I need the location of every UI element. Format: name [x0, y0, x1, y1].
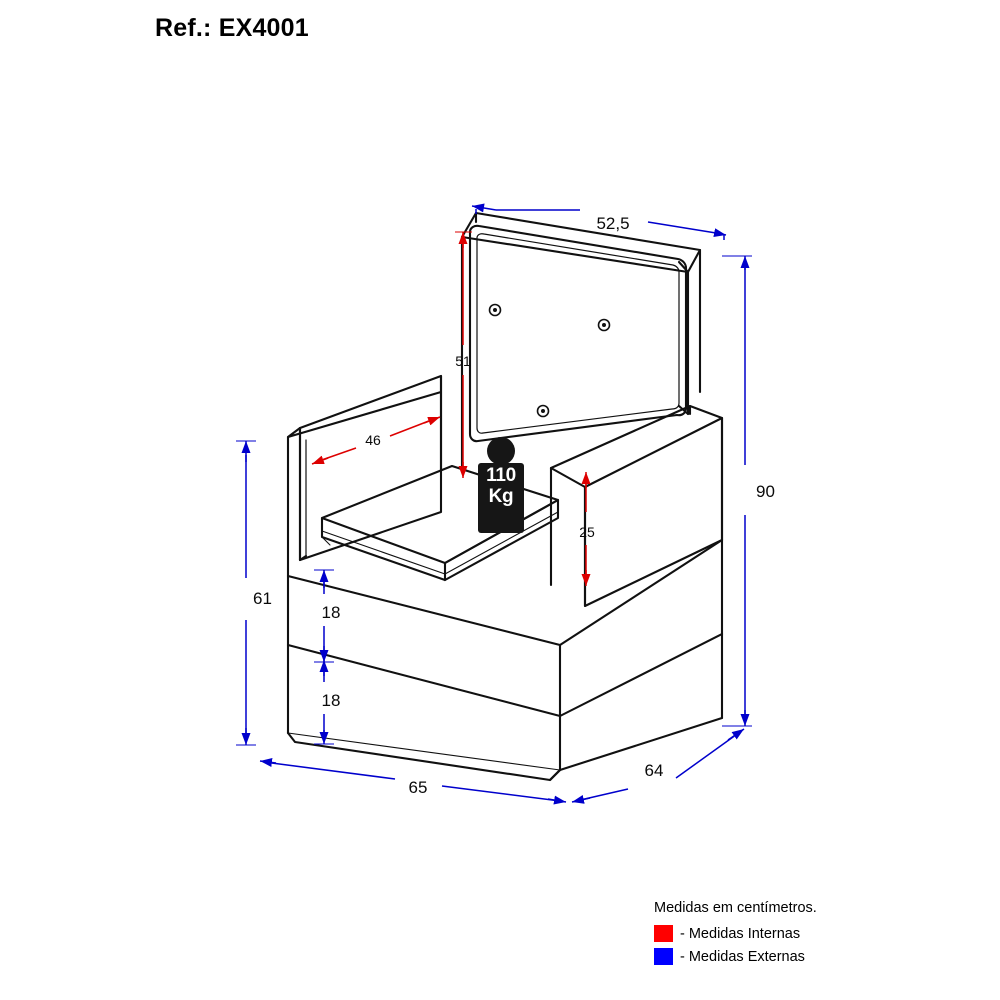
weight-capacity-text: [478, 465, 524, 507]
dim-width-front: 65: [408, 778, 428, 797]
legend-item-internal: [654, 925, 974, 942]
legend-note: Medidas em centímetros.: [654, 900, 817, 916]
legend-item-external: [654, 948, 974, 965]
page-title: Ref.: EX4001: [155, 14, 309, 42]
legend-label-external: - Medidas Externas: [680, 948, 805, 965]
dim-seat-depth: 46: [365, 432, 381, 448]
dim-height-armrest: 61: [253, 589, 272, 608]
legend-swatch-red: [654, 925, 673, 942]
dim-width-top: 52,5: [596, 214, 630, 233]
legend-swatch-blue: [654, 948, 673, 965]
dim-base-lower: 18: [321, 691, 341, 710]
dim-backrest-height: 51: [455, 353, 471, 369]
weight-unit: Kg: [488, 486, 514, 507]
weight-value: 110: [486, 465, 516, 486]
legend-label-internal: - Medidas Internas: [680, 925, 801, 942]
weight-capacity-badge: [478, 437, 524, 533]
dim-depth: 64: [644, 761, 664, 780]
dim-total-height: 90: [756, 482, 775, 501]
dim-base-upper: 18: [321, 603, 341, 622]
dim-armrest-height: 25: [579, 524, 595, 540]
legend: [654, 900, 974, 971]
